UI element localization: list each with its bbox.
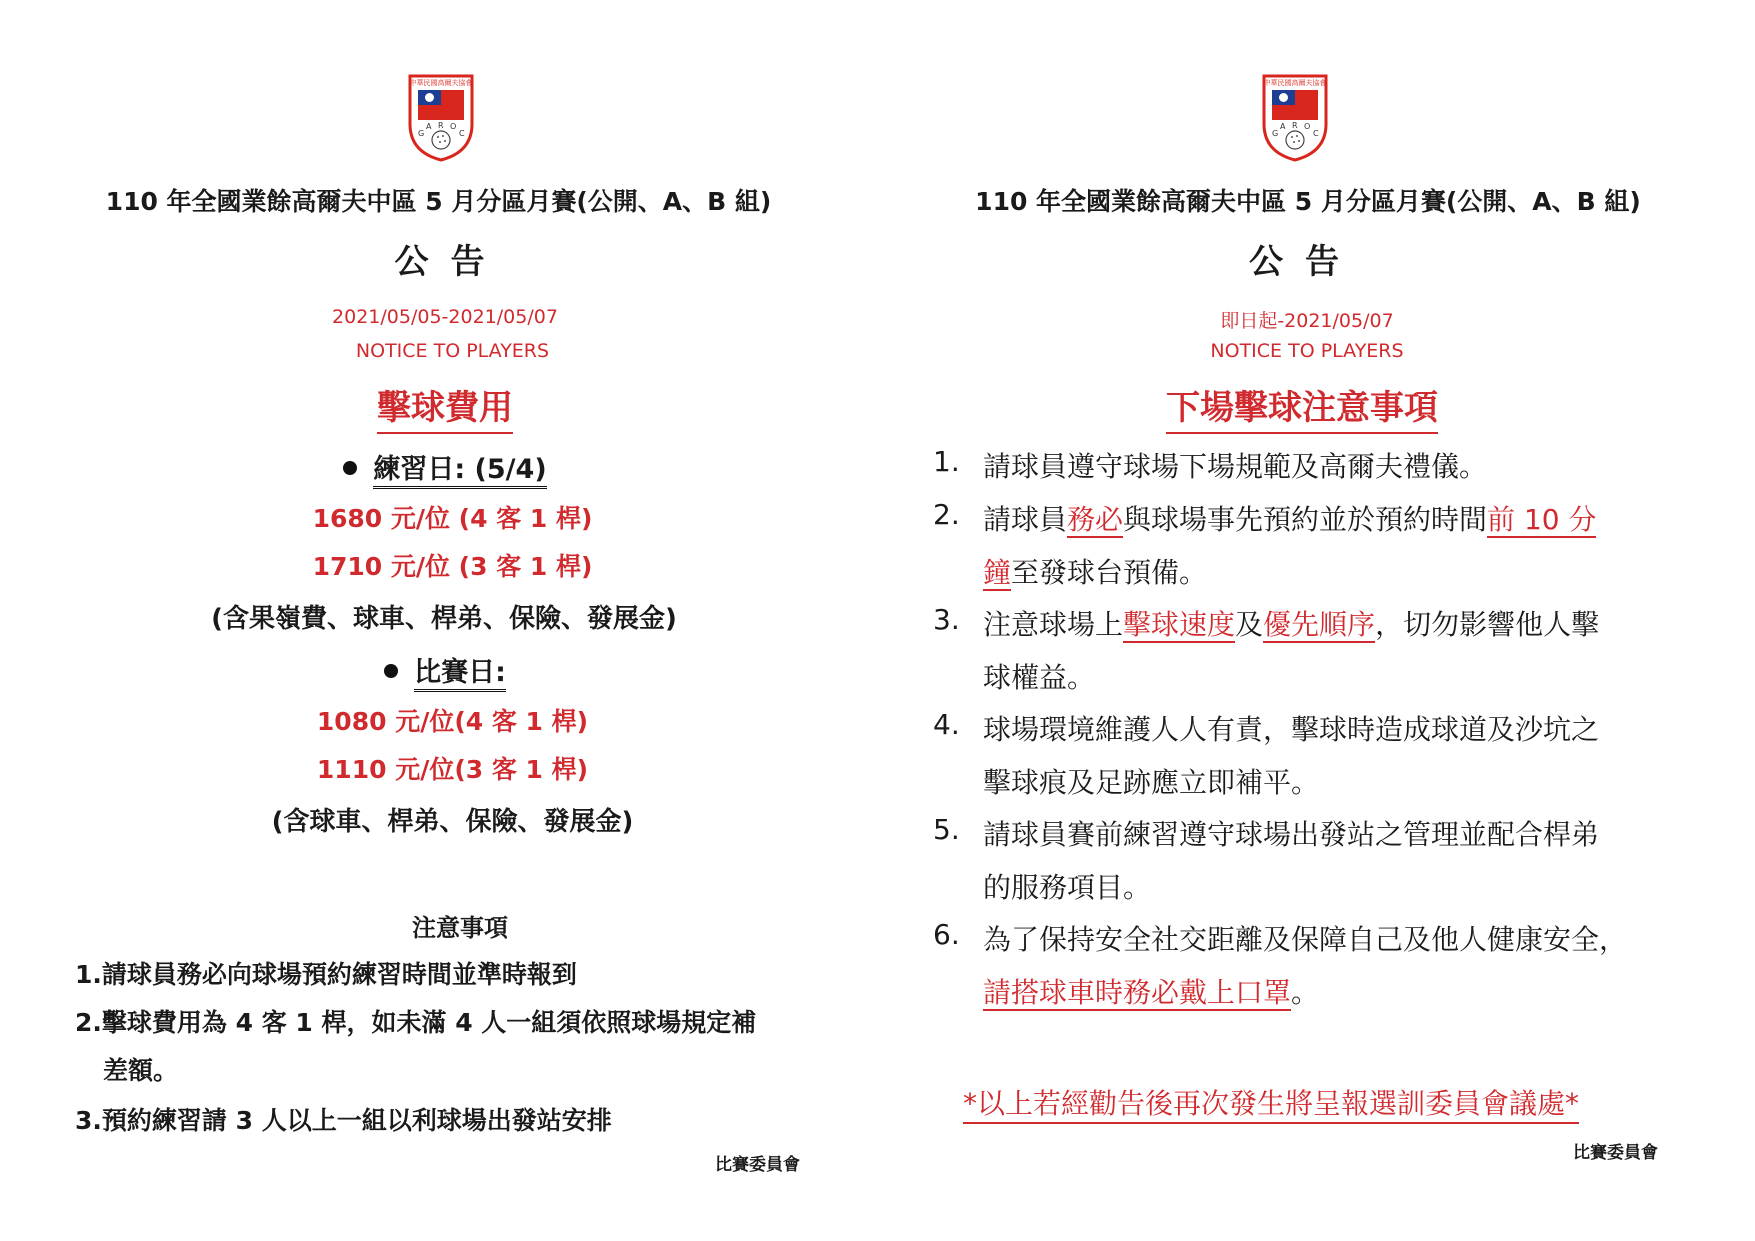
notice-heading-left: 公告: [394, 242, 507, 282]
rule-5-line-1: 請球員賽前練習遵守球場出發站之管理並配合桿弟: [983, 818, 1600, 851]
date-range-right: 即日起-2021/05/07: [1220, 310, 1394, 332]
rule-2-line-2: [983, 551, 1207, 591]
date-range-left: 2021/05/05-2021/05/07: [332, 306, 558, 328]
rule-highlight: 請搭球車時務必戴上口罩: [983, 976, 1292, 1009]
notice-heading-right: 公告: [1249, 242, 1361, 282]
svg-text:A: A: [426, 122, 432, 131]
rule-2-line-1: [983, 498, 1596, 538]
svg-text:中華民國高爾夫協會: 中華民國高爾夫協會: [1263, 79, 1327, 87]
svg-text:R: R: [1292, 121, 1298, 130]
rule-4-line-1: 球場環境維護人人有責，擊球時造成球道及沙坑之: [983, 713, 1600, 746]
rule-number: 1.: [933, 445, 960, 478]
rule-text: 注意球場上: [983, 608, 1124, 641]
practice-day-label: 練習日: (5/4): [373, 454, 546, 489]
rule-number: 4.: [933, 708, 960, 741]
warning-line: *以上若經勸告後再次發生將呈報選訓委員會議處*: [963, 1082, 1579, 1124]
note-line: 1.請球員務必向球場預約練習時間並準時報到: [75, 960, 577, 989]
page-title-left: 110 年全國業餘高爾夫中區 5 月分區月賽(公開、A、B 組): [105, 187, 772, 216]
rule-6-line-2: [983, 971, 1319, 1011]
rule-4-line-2: 擊球痕及足跡應立即補平。: [983, 766, 1320, 799]
svg-text:G: G: [418, 129, 425, 138]
rule-highlight: 前 10 分: [1487, 503, 1597, 536]
section-heading-rules: [877, 380, 1727, 429]
match-includes: (含球車、桿弟、保險、發展金): [271, 807, 634, 837]
practice-includes: (含果嶺費、球車、桿弟、保險、發展金): [211, 604, 677, 634]
rule-number: 5.: [933, 813, 960, 846]
note-line: 3.預約練習請 3 人以上一組以利球場出發站安排: [75, 1106, 612, 1135]
svg-text:中華民國高爾夫協會: 中華民國高爾夫協會: [409, 79, 473, 87]
svg-text:C: C: [459, 129, 465, 138]
bullet-dot-icon: [343, 461, 357, 475]
rule-highlight: 鐘: [983, 556, 1012, 589]
svg-text:C: C: [1313, 129, 1319, 138]
rule-number: 2.: [933, 498, 960, 531]
note-line: 差額。: [103, 1056, 179, 1085]
match-price-4: 1080 元/位(4 客 1 桿): [316, 707, 589, 736]
rule-text: ，切勿影響他人擊: [1375, 608, 1600, 641]
match-day-bullet: [0, 650, 890, 689]
signature-right: 比賽委員會: [1573, 1143, 1658, 1163]
rule-text: 。: [1291, 976, 1320, 1009]
section-heading-fees: [0, 380, 890, 429]
rule-number: 3.: [933, 603, 960, 636]
rule-text: 至發球台預備。: [1011, 556, 1208, 589]
rule-highlight: 擊球速度: [1123, 608, 1236, 641]
notes-title: 注意事項: [412, 914, 508, 942]
page-title-right: 110 年全國業餘高爾夫中區 5 月分區月賽(公開、A、B 組): [975, 187, 1641, 216]
match-day-label: 比賽日:: [414, 657, 506, 692]
svg-text:G: G: [1272, 129, 1279, 138]
rule-3-line-1: [983, 603, 1599, 643]
garoc-logo-right: [1258, 72, 1332, 162]
rule-3-line-2: 球權益。: [983, 661, 1096, 694]
section-heading-rules-text: 下場擊球注意事項: [1166, 388, 1438, 434]
svg-text:O: O: [450, 122, 457, 131]
rule-text: 請球員: [983, 503, 1068, 536]
rule-highlight: 優先順序: [1263, 608, 1376, 641]
rule-text: 及: [1235, 608, 1264, 641]
svg-text:O: O: [1304, 122, 1311, 131]
right-notice-panel: [877, 0, 1755, 1241]
section-heading-fees-text: 擊球費用: [377, 388, 513, 434]
rule-6-line-1: 為了保持安全社交距離及保障自己及他人健康安全，: [983, 923, 1628, 956]
match-price-3: 1110 元/位(3 客 1 桿): [316, 755, 589, 784]
signature-left: 比賽委員會: [715, 1155, 800, 1175]
practice-day-bullet: [0, 447, 890, 486]
practice-price-3: 1710 元/位 (3 客 1 桿): [312, 552, 593, 581]
bullet-dot-icon: [384, 664, 398, 678]
rule-highlight: 務必: [1067, 503, 1124, 536]
note-line: 2.擊球費用為 4 客 1 桿，如未滿 4 人一組須依照球場規定補: [75, 1008, 757, 1037]
left-notice-panel: [0, 0, 877, 1241]
notice-to-players-right: NOTICE TO PLAYERS: [1210, 340, 1404, 362]
notice-to-players-left: NOTICE TO PLAYERS: [355, 340, 550, 362]
svg-text:R: R: [438, 121, 444, 130]
svg-text:A: A: [1280, 122, 1286, 131]
rule-number: 6.: [933, 918, 960, 951]
practice-price-4: 1680 元/位 (4 客 1 桿): [312, 504, 593, 533]
rule-1-text: 請球員遵守球場下場規範及高爾夫禮儀。: [983, 450, 1488, 483]
garoc-logo-left: [404, 72, 478, 162]
rule-5-line-2: 的服務項目。: [983, 871, 1152, 904]
rule-text: 與球場事先預約並於預約時間: [1123, 503, 1488, 536]
